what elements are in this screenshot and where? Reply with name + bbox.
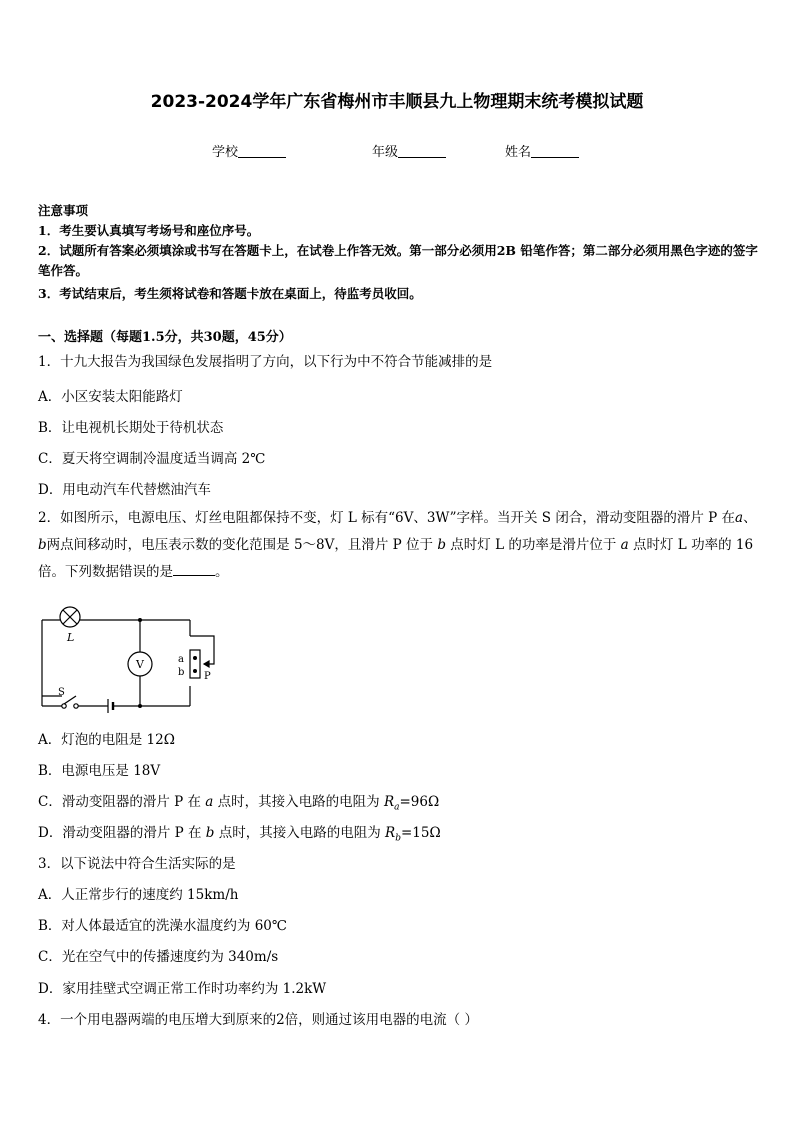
question-3-stem: 3．以下说法中符合生活实际的是 (38, 856, 236, 872)
notice-item: 1．考生要认真填写考场号和座位序号。 (38, 223, 260, 238)
question-3-option-a: A．人正常步行的速度约 15km/h (38, 887, 239, 903)
lamp-label: L (67, 631, 75, 644)
question-3-option-c: C．光在空气中的传播速度约为 340m/s (38, 949, 279, 965)
name-field: 姓名 (505, 141, 579, 160)
notice-heading: 注意事项 (38, 203, 89, 218)
notice-item: 3．考试结束后，考生须将试卷和答题卡放在桌面上，待监考员收回。 (38, 286, 422, 301)
question-3-option-d: D．家用挂壁式空调正常工作时功率约为 1.2kW (38, 981, 327, 997)
lamp-icon (60, 607, 80, 627)
question-1-option-b: B．让电视机长期处于待机状态 (38, 420, 224, 436)
question-2-stem: 2．如图所示，电源电压、灯丝电阻都保持不变，灯 L 标有“6V、3W”字样。当开关 S 闭合，滑动变阻器的滑片 P 在a、b两点间移动时，电压表示数的变化范围是 5～8V，且滑片 P 位于 b 点时灯 L 的功率是滑片位于 a 点时灯 L 功率的 16 倍。下列数据错误的是 。 (38, 510, 757, 580)
page-title: 2023-2024学年广东省梅州市丰顺县九上物理期末统考模拟试题 (150, 92, 644, 112)
slider-label: P (204, 671, 211, 682)
svg-text:V: V (136, 658, 144, 671)
circuit-diagram (36, 600, 226, 718)
school-field: 学校 (212, 141, 286, 160)
switch-label: S (58, 687, 65, 698)
notice-block (38, 201, 760, 304)
question-1-option-d: D．用电动汽车代替燃油汽车 (38, 482, 211, 498)
question-1-option-c: C．夏天将空调制冷温度适当调高 2℃ (38, 451, 266, 467)
question-2-option-b: B．电源电压是 18V (38, 763, 161, 779)
point-b-label: b (178, 667, 185, 678)
section-heading: 一、选择题（每题1.5分，共30题，45分） (38, 330, 292, 345)
question-2-option-d: D．滑动变阻器的滑片 P 在 b 点时，其接入电路的电阻为 $R_b=15\Omega$ (38, 825, 441, 844)
question-2-option-c: C．滑动变阻器的滑片 P 在 a 点时，其接入电路的电阻为 $R_a=96\Omega$ (38, 794, 440, 813)
answer-blank (173, 563, 215, 576)
notice-item: 2．试题所有答案必须填涂或书写在答题卡上，在试卷上作答无效。第一部分必须用2B 铅笔作答；第二部分必须用黑色字迹的签字笔作答。 (38, 243, 758, 278)
grade-field: 年级 (372, 141, 446, 160)
question-2-option-a: A．灯泡的电阻是 12Ω (38, 732, 175, 748)
switch-contact (62, 704, 66, 708)
voltmeter-icon (128, 652, 152, 676)
question-1-option-a: A．小区安装太阳能路灯 (38, 389, 183, 405)
question-1-stem: 1．十九大报告为我国绿色发展指明了方向，以下行为中不符合节能减排的是 (38, 354, 493, 370)
point-a-label: a (178, 654, 184, 665)
question-3-option-b: B．对人体最适宜的洗澡水温度约为 60℃ (38, 918, 287, 934)
question-4-stem: 4．一个用电器两端的电压增大到原来的2倍，则通过该用电器的电流（ ） (38, 1012, 478, 1028)
